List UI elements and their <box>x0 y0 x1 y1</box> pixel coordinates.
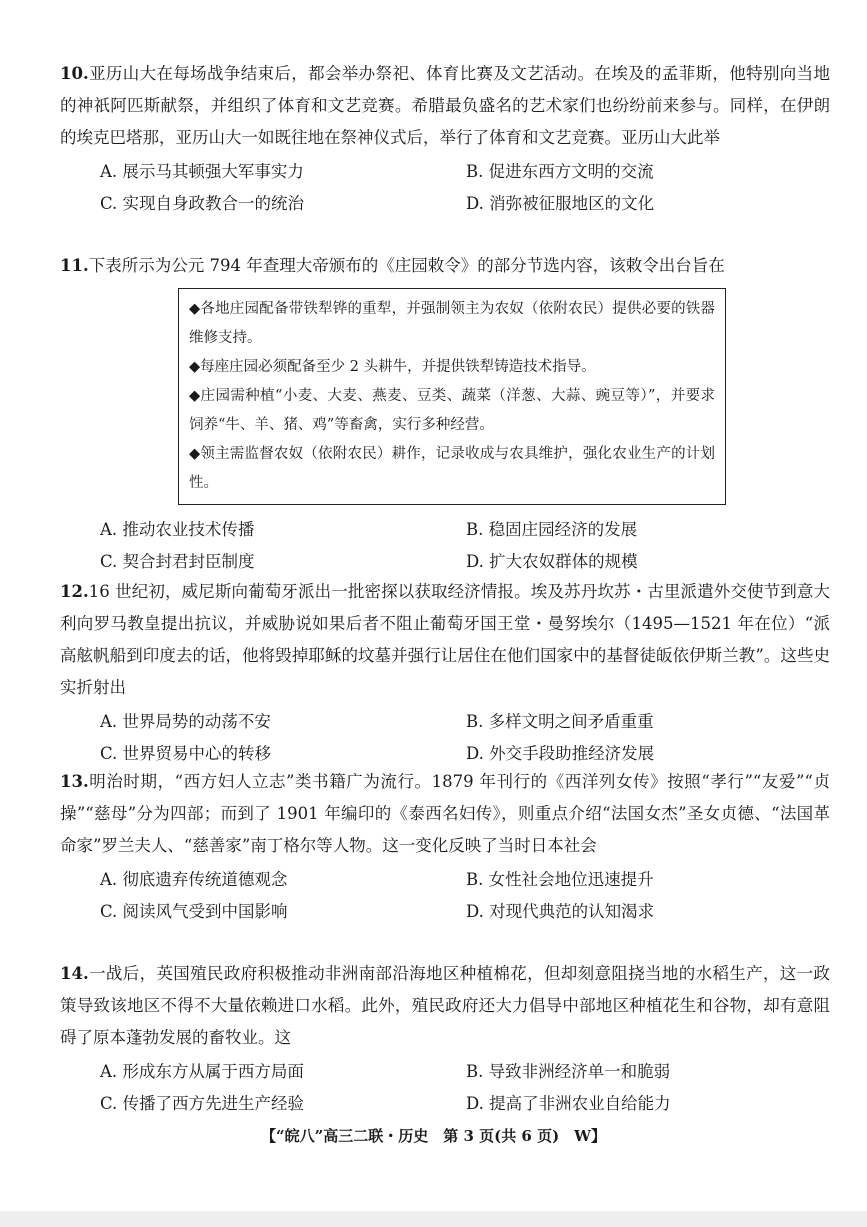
option-d[interactable]: D. 外交手段助推经济发展 <box>466 744 655 763</box>
question-stem <box>60 958 830 1054</box>
edict-excerpt-table <box>178 288 726 505</box>
options <box>60 864 830 928</box>
option-c[interactable]: C. 实现自身政教合一的统治 <box>100 194 305 213</box>
option-c[interactable]: C. 传播了西方先进生产经验 <box>100 1094 305 1113</box>
question-stem <box>60 766 830 862</box>
question-text: 明治时期，“西方妇人立志”类书籍广为流行。1879 年刊行的《西洋列女传》按照“孝行”“友爱”“贞操”“慈母”分为四部；而到了 1901 年编印的《泰西名妇传》，则重点介绍“法国女杰”圣女贞德、“法国革命家”罗兰夫人、“慈善家”南丁格尔等人物。这一变化反映了当时日本社会 <box>60 772 830 855</box>
option-b[interactable]: B. 导致非洲经济单一和脆弱 <box>466 1062 671 1081</box>
edict-item: ◆各地庄园配备带铁犁铧的重犁，并强制领主为农奴（依附农民）提供必要的铁器维修支持。 <box>189 301 715 346</box>
option-b[interactable]: B. 促进东西方文明的交流 <box>466 162 654 181</box>
question-14 <box>60 958 830 1120</box>
question-12 <box>60 576 830 770</box>
option-c[interactable]: C. 契合封君封臣制度 <box>100 552 255 571</box>
question-number: 14. <box>60 964 89 983</box>
question-stem <box>60 250 830 282</box>
question-number: 12. <box>60 582 89 601</box>
question-number: 13. <box>60 772 89 791</box>
option-b[interactable]: B. 多样文明之间矛盾重重 <box>466 712 654 731</box>
options <box>60 514 830 578</box>
question-10 <box>60 58 830 220</box>
option-b[interactable]: B. 女性社会地位迅速提升 <box>466 870 654 889</box>
option-a[interactable]: A. 展示马其顿强大军事实力 <box>100 162 304 181</box>
edict-item: ◆庄园需种植“小麦、大麦、燕麦、豆类、蔬菜（洋葱、大蒜、豌豆等）”，并要求饲养“牛、羊、猪、鸡”等畜禽，实行多种经营。 <box>189 388 715 433</box>
options <box>60 156 830 220</box>
option-c[interactable]: C. 阅读风气受到中国影响 <box>100 902 288 921</box>
option-a[interactable]: A. 彻底遗弃传统道德观念 <box>100 870 288 889</box>
question-text: 一战后，英国殖民政府积极推动非洲南部沿海地区种植棉花，但却刻意阻挠当地的水稻生产，这一政策导致该地区不得不大量依赖进口水稻。此外，殖民政府还大力倡导中部地区种植花生和谷物，却有意阻碍了原本蓬勃发展的畜牧业。这 <box>60 964 830 1047</box>
option-a[interactable]: A. 推动农业技术传播 <box>100 520 255 539</box>
question-11 <box>60 250 830 282</box>
option-d[interactable]: D. 对现代典范的认知渴求 <box>466 902 655 921</box>
question-text: 16 世纪初，威尼斯向葡萄牙派出一批密探以获取经济情报。埃及苏丹坎苏・古里派遣外交使节到意大利向罗马教皇提出抗议，并威胁说如果后者不阻止葡萄牙国王堂・曼努埃尔（1495—1521 年在位）“派高舷帆船到印度去的话，他将毁掉耶稣的坟墓并强行让居住在他们国家中的基督徒皈依伊斯兰教”。这些史实折射出 <box>60 582 830 697</box>
question-text: 亚历山大在每场战争结束后，都会举办祭祀、体育比赛及文艺活动。在埃及的孟菲斯，他特别向当地的神祇阿匹斯献祭，并组织了体育和文艺竞赛。希腊最负盛名的艺术家们也纷纷前来参与。同样，在伊朗的埃克巴塔那，亚历山大一如既往地在祭神仪式后，举行了体育和文艺竞赛。亚历山大此举 <box>60 64 830 147</box>
question-stem <box>60 576 830 704</box>
option-d[interactable]: D. 扩大农奴群体的规模 <box>466 552 638 571</box>
edict-item: ◆每座庄园必须配备至少 2 头耕牛，并提供铁犁铸造技术指导。 <box>189 359 596 375</box>
question-13 <box>60 766 830 928</box>
page-footer: 【“皖八”高三二联・历史 第 3 页(共 6 页) W】 <box>260 1127 607 1145</box>
option-d[interactable]: D. 消弥被征服地区的文化 <box>466 194 655 213</box>
question-text: 下表所示为公元 794 年查理大帝颁布的《庄园敕令》的部分节选内容，该敕令出台旨在 <box>88 256 725 275</box>
edict-item: ◆领主需监督农奴（依附农民）耕作，记录收成与农具维护，强化农业生产的计划性。 <box>189 446 715 491</box>
scan-edge <box>0 1211 867 1227</box>
question-number: 11. <box>60 256 89 275</box>
question-11-options <box>60 512 830 578</box>
question-stem <box>60 58 830 154</box>
option-d[interactable]: D. 提高了非洲农业自给能力 <box>466 1094 671 1113</box>
option-c[interactable]: C. 世界贸易中心的转移 <box>100 744 272 763</box>
options <box>60 706 830 770</box>
question-number: 10. <box>60 64 89 83</box>
option-b[interactable]: B. 稳固庄园经济的发展 <box>466 520 638 539</box>
option-a[interactable]: A. 形成东方从属于西方局面 <box>100 1062 304 1081</box>
options <box>60 1056 830 1120</box>
option-a[interactable]: A. 世界局势的动荡不安 <box>100 712 271 731</box>
